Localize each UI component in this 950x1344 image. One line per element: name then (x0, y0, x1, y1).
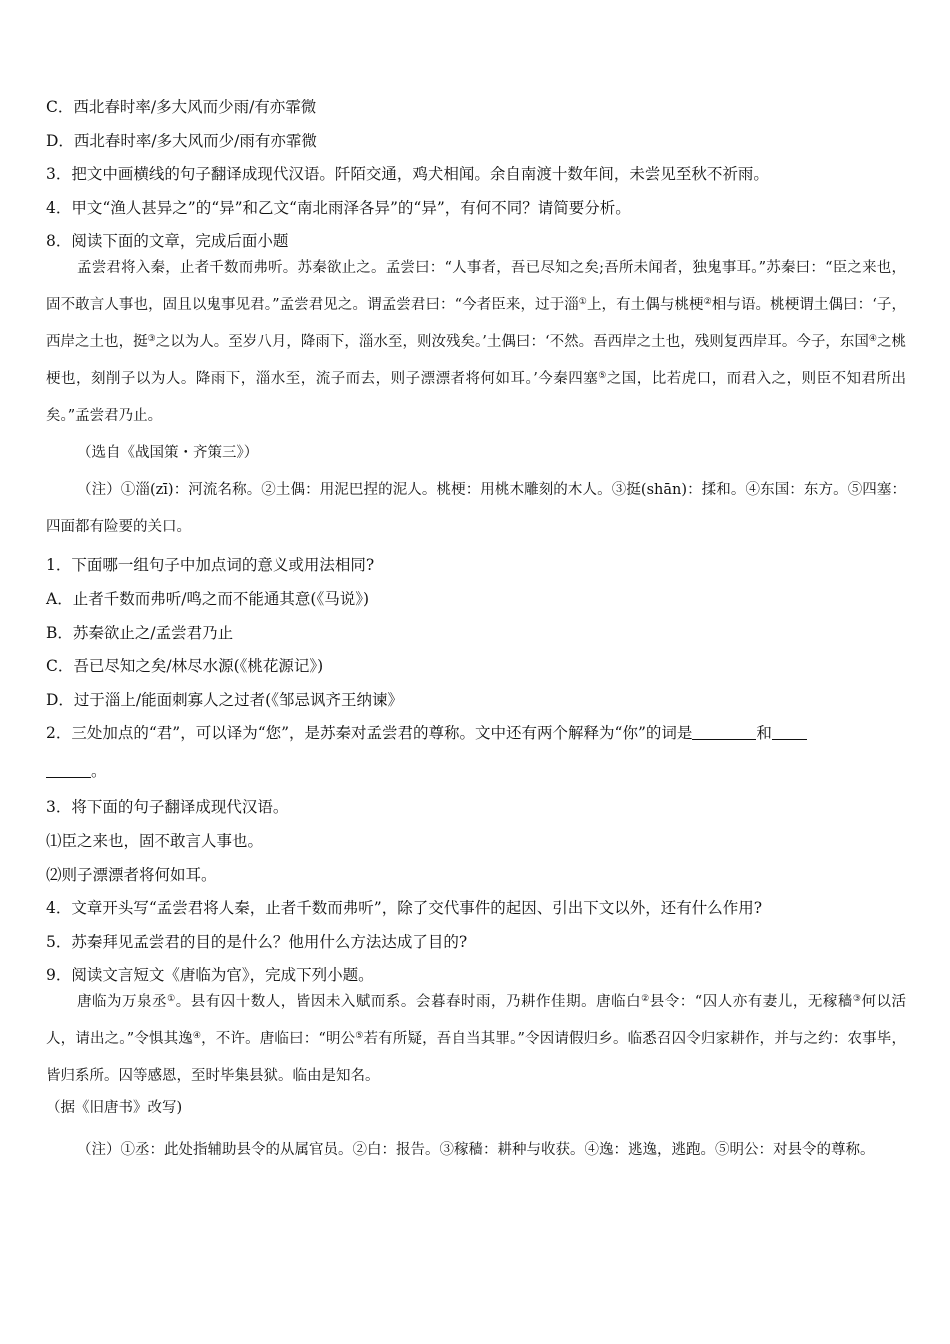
q8-sub2-end: 。 (91, 762, 107, 781)
passage-9-seg2: 。县有囚十数人，皆因未入赋而系。会暮春时雨，乃耕作佳期。唐临白 (175, 994, 642, 1011)
q8-option-c: C．吾已尽知之矣/林尽水源(《桃花源记》) (46, 657, 324, 676)
q8-sub2-text: 2．三处加点的“君”，可以译为“您”，是苏秦对孟尝君的尊称。文中还有两个解释为“你”的词是 (46, 724, 693, 743)
passage-8-seg6: 之国，比若虎口，而君入之，则臣不知君所出矣。”孟尝君乃止。 (46, 371, 907, 425)
footnote-mark-2: ② (703, 297, 712, 308)
passage-8-note: （注）①淄(zī)：河流名称。②土偶：用泥巴捏的泥人。桃梗：用桃木雕刻的木人。③挺(shān)：揉和。④东国：东方。⑤四塞：四面都有险要的关口。 (46, 482, 906, 536)
passage-9-note: （注）①丞：此处指辅助县令的从属官员。②白：报告。③稼穑：耕种与收获。④逸：逃逸，逃跑。⑤明公：对县令的尊称。 (77, 1142, 875, 1159)
footnote-mark-9-3: ③ (852, 994, 862, 1005)
passage-9-seg3: 县令：“囚人亦有妻儿，无稼穑 (649, 994, 853, 1011)
q8-sub3-2: ⑵则子漂漂者将何如耳。 (46, 865, 217, 884)
option-d-prev: D．西北春时率/多大风而少/雨有亦霏微 (46, 131, 317, 150)
q8-sub2 (46, 722, 906, 744)
passage-8-seg1: 孟尝君将入秦，止者千数而弗听。苏秦欲止之。孟尝曰：“人事者，吾已尽知之矣;吾所未闻者，独鬼事耳。”苏秦曰：“臣之来也，固不敢言人事也，固且以鬼事见君。”孟尝君见之。谓孟尝君曰：“今者臣来，过于淄 (46, 260, 906, 314)
answer-blank-2b[interactable] (46, 763, 91, 778)
passage-8-seg5: 之桃梗也，刻削子以为人。降雨下，淄水至，流子而去，则子漂漂者将何如耳。’今秦四塞 (46, 334, 907, 388)
question-9-heading: 9．阅读文言短文《唐临为官》，完成下列小题。 (46, 966, 374, 985)
answer-blank-1[interactable] (692, 725, 756, 740)
footnote-mark-5: ⑤ (598, 371, 607, 382)
passage-8-seg2: 上，有土偶与桃梗 (586, 297, 704, 314)
question-8-heading: 8．阅读下面的文章，完成后面小题 (46, 232, 289, 251)
question-4-prev: 4．甲文“渔人甚异之”的“异”和乙文“南北雨泽各异”的“异”，有何不同？请简要分析。 (46, 198, 631, 217)
passage-8-seg3: 相与语。桃梗谓土偶曰：‘子，西岸之土也，挺 (46, 297, 907, 351)
question-3-prev: 3．把文中画横线的句子翻译成现代汉语。阡陌交通，鸡犬相闻。余自南渡十数年间，未尝见至秋不祈雨。 (46, 165, 769, 184)
footnote-mark-3: ③ (147, 334, 156, 345)
passage-9-seg1: 唐临为万泉丞 (77, 994, 168, 1011)
footnote-mark-9-1: ① (167, 994, 176, 1005)
passage-8-source: （选自《战国策・齐策三》） (77, 445, 259, 462)
q8-sub4: 4．文章开头写“孟尝君将人秦，止者千数而弗听”，除了交代事件的起因、引出下文以外，还有什么作用? (46, 899, 763, 918)
answer-blank-2a[interactable] (772, 725, 807, 740)
document-page (46, 96, 906, 1169)
footnote-mark-9-4: ④ (192, 1031, 202, 1042)
q8-option-a: A．止者千数而弗听/鸣之而不能通其意(《马说》) (46, 589, 370, 608)
passage-8-seg4: 之以为人。至岁八月，降雨下，淄水至，则汝残矣。’土偶曰：‘不然。吾西岸之土也，残则复西岸耳。今子，东国 (155, 334, 869, 351)
q8-sub2-and: 和 (756, 724, 772, 743)
q8-sub1: 1．下面哪一组句子中加点词的意义或用法相同? (46, 556, 375, 575)
q8-sub3-1: ⑴臣之来也，固不敢言人事也。 (46, 831, 264, 850)
passage-9-text (46, 984, 906, 1095)
passage-9-seg6: 若有所疑，吾自当其罪。”令因请假归乡。临悉召囚令归家耕作，并与之约：农事毕，皆归系所。囚等感恩，至时毕集县狱。临由是知名。 (46, 1031, 906, 1085)
passage-9-source: （据《旧唐书》改写) (46, 1100, 183, 1117)
footnote-mark-4: ④ (868, 334, 877, 345)
passage-9-seg4: 何以活人，请出之。”令惧其逸 (46, 994, 906, 1048)
q8-sub5: 5．苏秦拜见孟尝君的目的是什么？他用什么方法达成了目的? (46, 932, 468, 951)
footnote-mark-9-5: ⑤ (355, 1031, 364, 1042)
passage-9-seg5: ，不许。唐临曰：“明公 (201, 1031, 356, 1048)
option-c-prev: C．西北春时率/多大风而少雨/有亦霏微 (46, 98, 317, 116)
footnote-mark-9-2: ② (641, 994, 650, 1005)
q8-sub2-cont (46, 760, 906, 782)
q8-option-d: D．过于淄上/能面刺寡人之过者(《邹忌讽齐王纳谏》 (46, 690, 403, 709)
passage-8-text (46, 250, 906, 435)
q8-sub3: 3．将下面的句子翻译成现代汉语。 (46, 798, 289, 817)
q8-option-b: B．苏秦欲止之/孟尝君乃止 (46, 623, 234, 642)
footnote-mark-1: ① (578, 297, 587, 308)
